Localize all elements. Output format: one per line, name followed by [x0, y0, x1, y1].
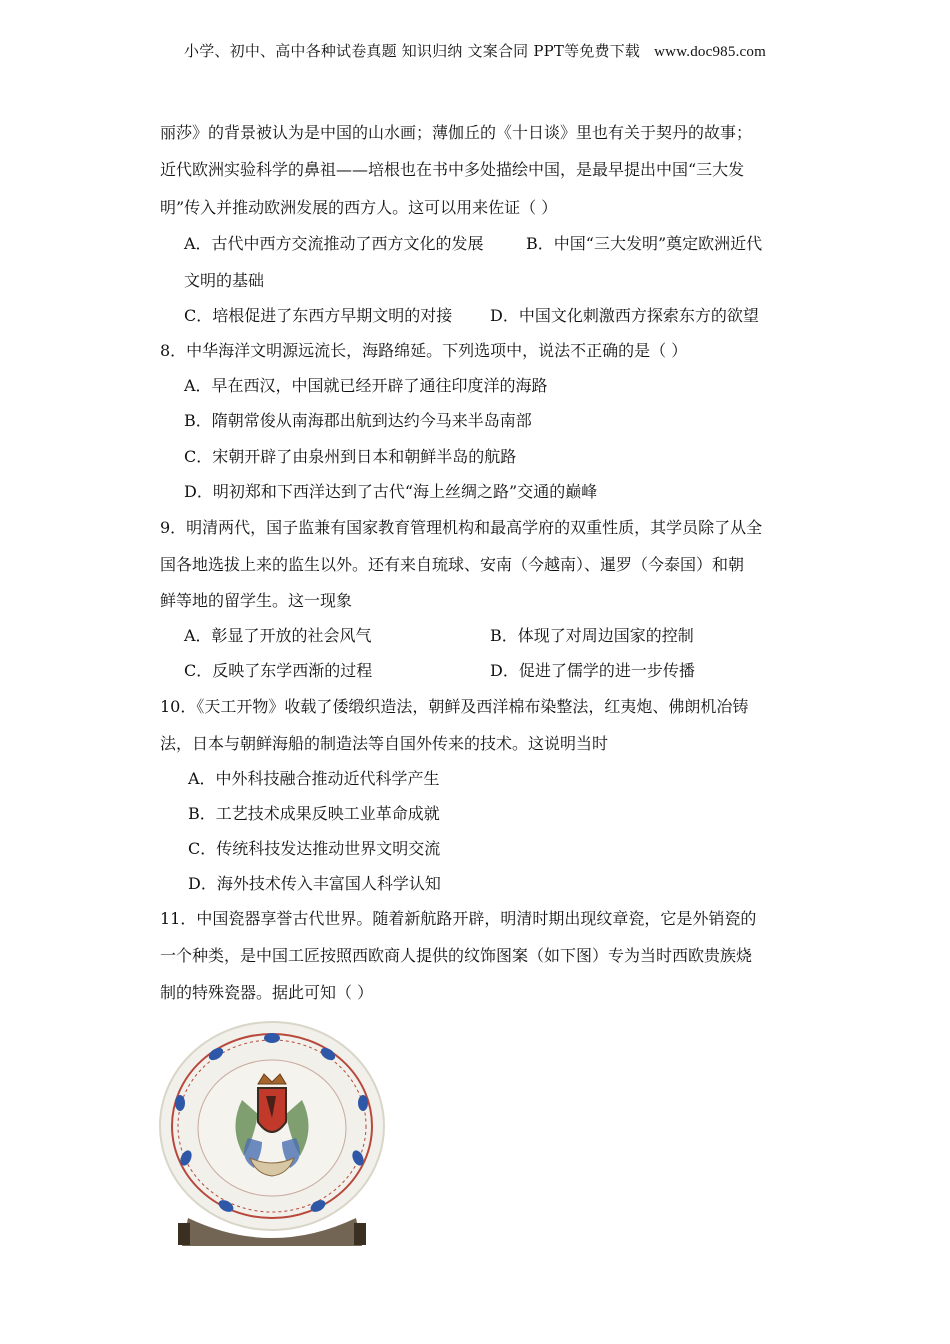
q10-line-2: 法，日本与朝鲜海船的制造法等自国外传来的技术。这说明当时	[160, 734, 609, 753]
q7-line-1: 丽莎》的背景被认为是中国的山水画；薄伽丘的《十日谈》里也有关于契丹的故事；	[160, 123, 753, 142]
q8-stem: 8．中华海洋文明源远流长，海路绵延。下列选项中，说法不正确的是（ ）	[160, 341, 688, 360]
q7-option-b-continued: 文明的基础	[184, 271, 265, 290]
q9-line-1: 9．明清两代，国子监兼有国家教育管理机构和最高学府的双重性质，其学员除了从全	[160, 518, 763, 537]
stand-leg-left	[178, 1223, 190, 1245]
q7-line-2: 近代欧洲实验科学的鼻祖——培根也在书中多处描绘中国，是最早提出中国“三大发	[160, 160, 745, 179]
q7-option-d: D．中国文化刺激西方探索东方的欲望	[490, 306, 759, 325]
armorial-plate-image	[158, 1018, 386, 1248]
q10-option-b: B．工艺技术成果反映工业革命成就	[188, 804, 440, 823]
q10-option-d: D．海外技术传入丰富国人科学认知	[188, 874, 441, 893]
q9-line-2: 国各地选拔上来的监生以外。还有来自琉球、安南（今越南）、暹罗（今泰国）和朝	[160, 555, 745, 574]
q8-option-c: C．宋朝开辟了由泉州到日本和朝鲜半岛的航路	[184, 447, 517, 466]
q7-option-a: A．古代中西方交流推动了西方文化的发展	[184, 234, 484, 253]
q9-option-c: C．反映了东学西渐的过程	[184, 661, 373, 680]
q7-option-c: C．培根促进了东西方早期文明的对接	[184, 306, 453, 325]
q9-option-d: D．促进了儒学的进一步传播	[490, 661, 695, 680]
header-site: www.doc985.com	[654, 44, 766, 60]
q10-option-c: C．传统科技发达推动世界文明交流	[188, 839, 441, 858]
q8-option-d: D．明初郑和下西洋达到了古代“海上丝绸之路”交通的巅峰	[184, 482, 598, 501]
header-text: 小学、初中、高中各种试卷真题 知识归纳 文案合同 PPT等免费下载	[184, 42, 641, 60]
q11-line-2: 一个种类，是中国工匠按照西欧商人提供的纹饰图案（如下图）专为当时西欧贵族烧	[160, 946, 753, 965]
page-header	[0, 40, 950, 61]
q9-option-a: A．彰显了开放的社会风气	[184, 626, 372, 645]
q7-line-3: 明”传入并推动欧洲发展的西方人。这可以用来佐证（ ）	[160, 198, 558, 217]
stand-leg-right	[354, 1223, 366, 1245]
q9-option-b: B．体现了对周边国家的控制	[490, 626, 694, 645]
q10-line-1: 10．《天工开物》收载了倭缎织造法，朝鲜及西洋棉布染整法，红夷炮、佛朗机冶铸	[160, 697, 749, 716]
q11-line-3: 制的特殊瓷器。据此可知（ ）	[160, 983, 374, 1002]
q11-line-1: 11．中国瓷器享誉古代世界。随着新航路开辟，明清时期出现纹章瓷，它是外销瓷的	[160, 909, 757, 928]
q10-option-a: A．中外科技融合推动近代科学产生	[188, 769, 440, 788]
q8-option-b: B．隋朝常俊从南海郡出航到达约今马来半岛南部	[184, 411, 532, 430]
plate-illustration	[158, 1018, 386, 1248]
q9-line-3: 鲜等地的留学生。这一现象	[160, 591, 353, 610]
q7-option-b: B．中国“三大发明”奠定欧洲近代	[526, 234, 763, 253]
q8-option-a: A．早在西汉，中国就已经开辟了通往印度洋的海路	[184, 376, 548, 395]
